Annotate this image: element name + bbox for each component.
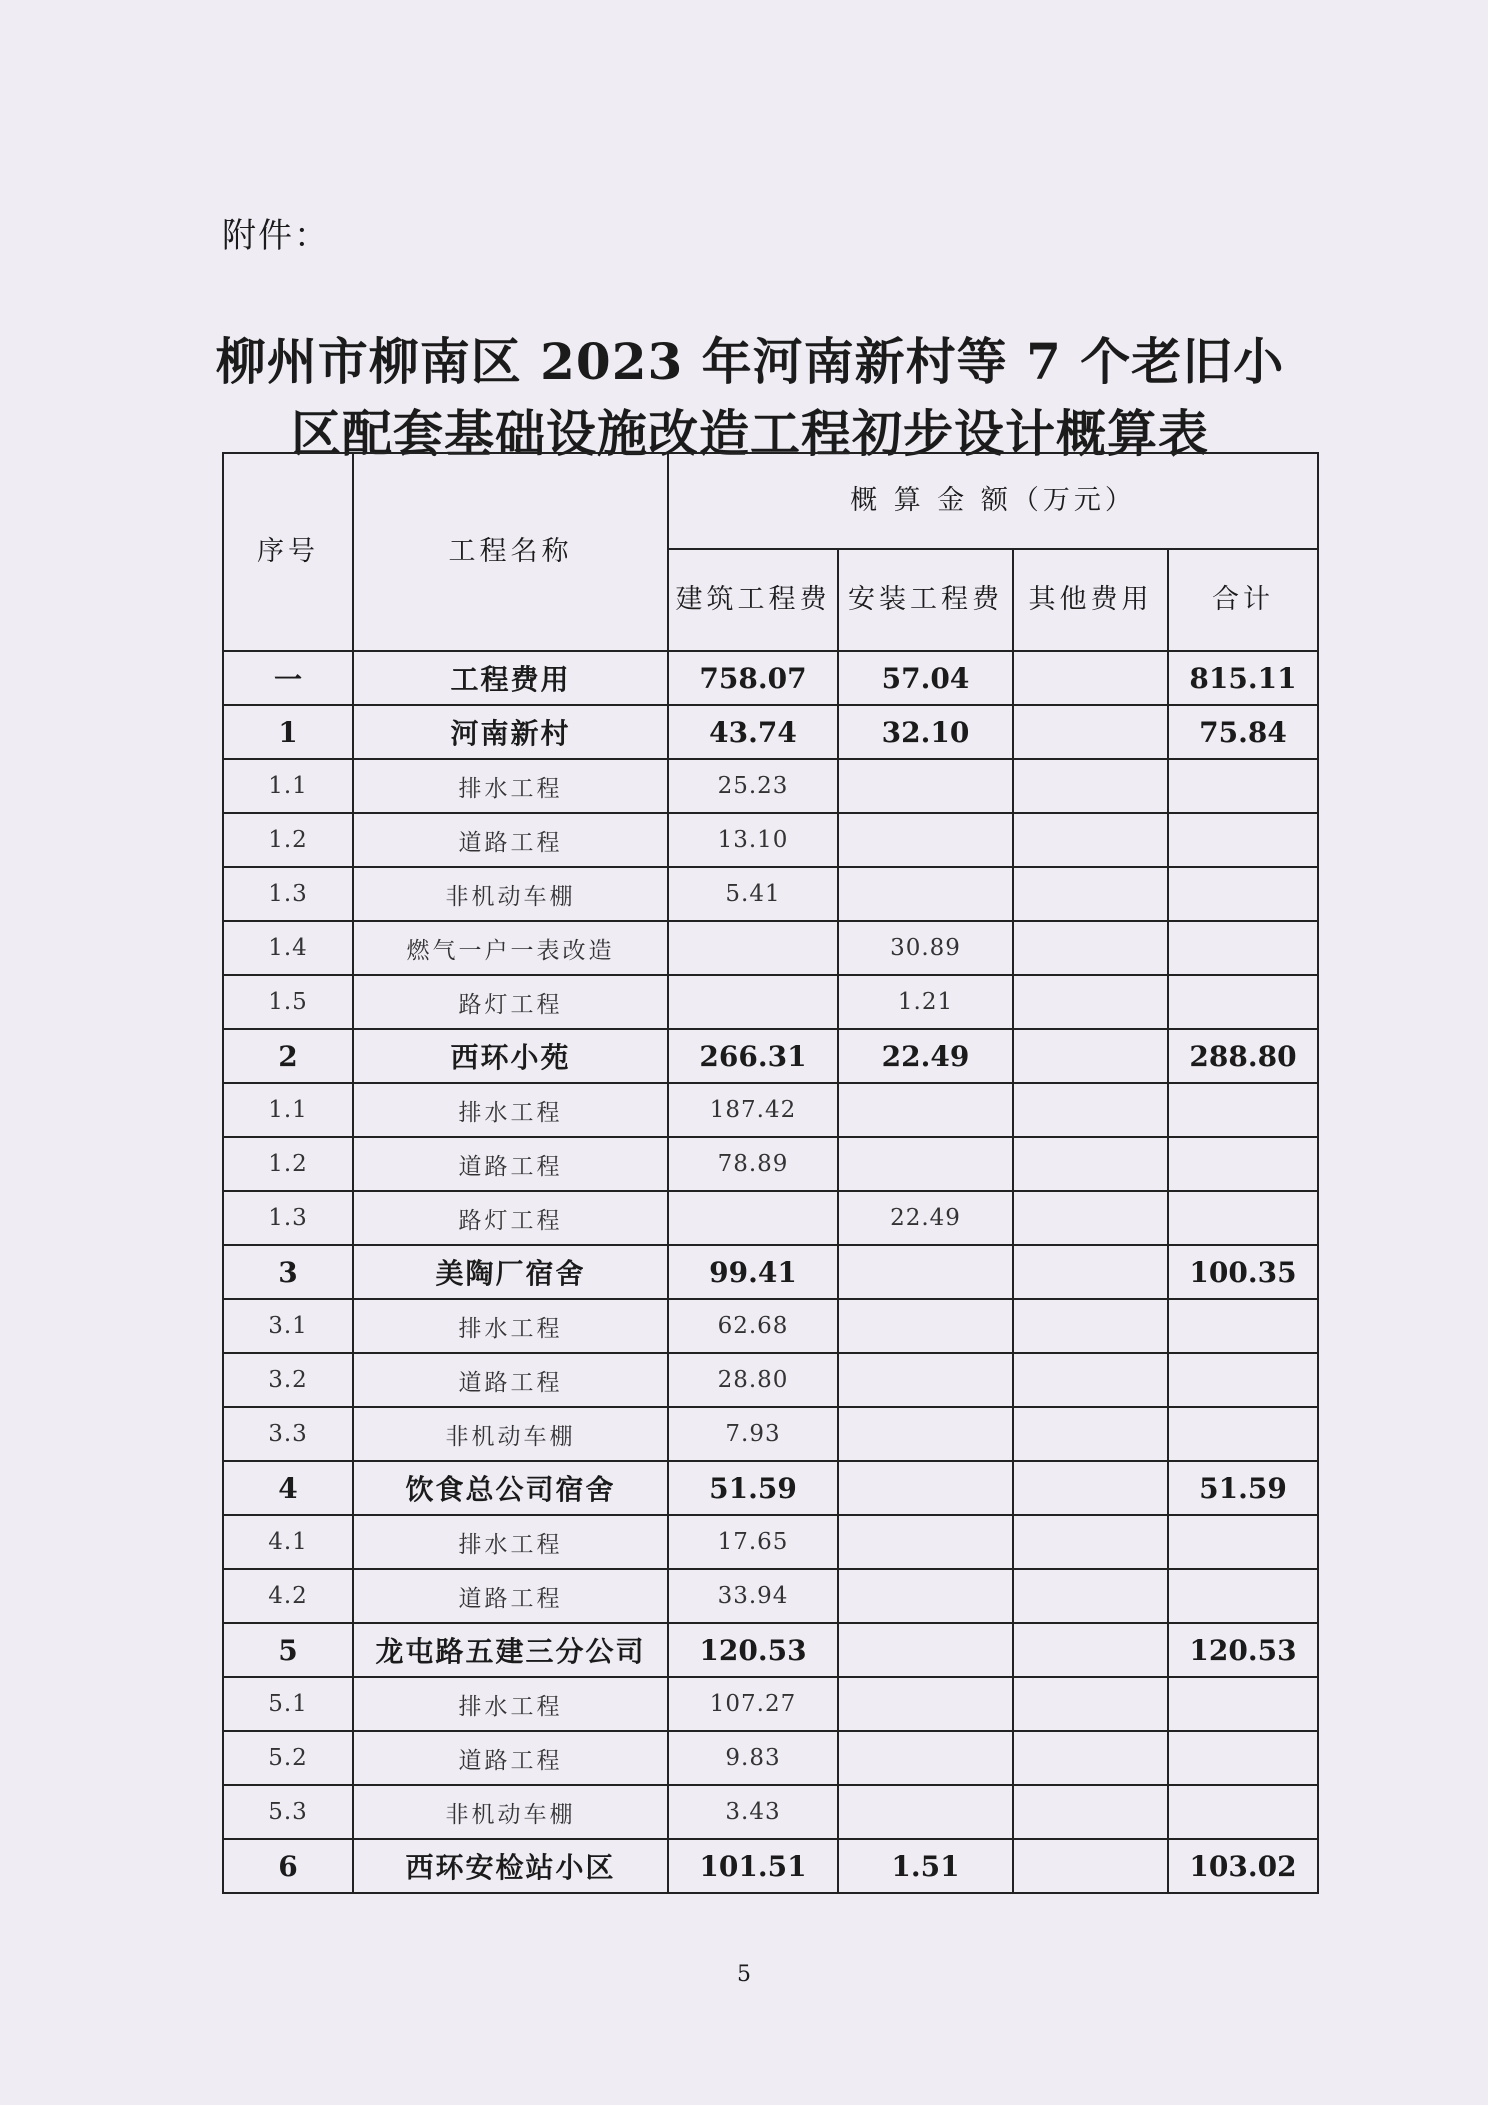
attachment-label: 附件： xyxy=(222,216,330,256)
table-row xyxy=(223,1245,1318,1299)
cell-other xyxy=(1013,1839,1168,1893)
table-row xyxy=(223,867,1318,921)
cell-installation xyxy=(838,1785,1013,1839)
cell-other xyxy=(1013,1569,1168,1623)
cell-other xyxy=(1013,1461,1168,1515)
cell-installation xyxy=(838,1083,1013,1137)
cell-total xyxy=(1168,813,1318,867)
cell-construction: 51.59 xyxy=(668,1461,838,1515)
cell-seq: 5.1 xyxy=(223,1677,353,1731)
header-amount-group: 概 算 金 额（万元） xyxy=(668,453,1318,549)
table-row xyxy=(223,651,1318,705)
cell-name: 美陶厂宿舍 xyxy=(353,1245,668,1299)
table-row xyxy=(223,759,1318,813)
table-row xyxy=(223,1731,1318,1785)
cell-seq: 1.3 xyxy=(223,867,353,921)
cell-total: 288.80 xyxy=(1168,1029,1318,1083)
cell-construction: 43.74 xyxy=(668,705,838,759)
cell-construction xyxy=(668,1191,838,1245)
page-number: 5 xyxy=(737,1962,751,1987)
cell-seq: 1.2 xyxy=(223,813,353,867)
cell-name: 道路工程 xyxy=(353,1569,668,1623)
cell-total xyxy=(1168,1137,1318,1191)
table-row xyxy=(223,975,1318,1029)
cell-seq: 一 xyxy=(223,651,353,705)
cell-construction xyxy=(668,921,838,975)
cell-name: 西环小苑 xyxy=(353,1029,668,1083)
cell-seq: 5.3 xyxy=(223,1785,353,1839)
cell-installation xyxy=(838,1353,1013,1407)
cell-seq: 1.3 xyxy=(223,1191,353,1245)
header-seq: 序号 xyxy=(223,453,353,651)
table-row xyxy=(223,1785,1318,1839)
cell-construction: 28.80 xyxy=(668,1353,838,1407)
cell-name: 非机动车棚 xyxy=(353,867,668,921)
cell-seq: 3.2 xyxy=(223,1353,353,1407)
cell-total xyxy=(1168,1569,1318,1623)
cell-total: 103.02 xyxy=(1168,1839,1318,1893)
cell-seq: 1 xyxy=(223,705,353,759)
cell-seq: 3.1 xyxy=(223,1299,353,1353)
cell-other xyxy=(1013,759,1168,813)
cell-total xyxy=(1168,1353,1318,1407)
cell-construction: 107.27 xyxy=(668,1677,838,1731)
cell-construction: 266.31 xyxy=(668,1029,838,1083)
table-row xyxy=(223,1083,1318,1137)
cell-total: 51.59 xyxy=(1168,1461,1318,1515)
cell-seq: 5.2 xyxy=(223,1731,353,1785)
cell-name: 道路工程 xyxy=(353,1353,668,1407)
cell-other xyxy=(1013,813,1168,867)
cell-name: 路灯工程 xyxy=(353,1191,668,1245)
cell-name: 排水工程 xyxy=(353,1677,668,1731)
cell-other xyxy=(1013,1785,1168,1839)
cell-installation: 22.49 xyxy=(838,1029,1013,1083)
cell-installation: 32.10 xyxy=(838,705,1013,759)
cell-other xyxy=(1013,1731,1168,1785)
cell-total xyxy=(1168,975,1318,1029)
cell-installation xyxy=(838,1299,1013,1353)
header-construction: 建筑工程费 xyxy=(668,549,838,651)
cell-name: 西环安检站小区 xyxy=(353,1839,668,1893)
cell-total xyxy=(1168,867,1318,921)
cell-total: 75.84 xyxy=(1168,705,1318,759)
cell-installation xyxy=(838,1623,1013,1677)
table-row xyxy=(223,705,1318,759)
cell-seq: 3.3 xyxy=(223,1407,353,1461)
table-row xyxy=(223,1515,1318,1569)
cell-other xyxy=(1013,1407,1168,1461)
cell-total xyxy=(1168,1191,1318,1245)
table-row xyxy=(223,1569,1318,1623)
cell-name: 排水工程 xyxy=(353,1515,668,1569)
cell-name: 非机动车棚 xyxy=(353,1785,668,1839)
cell-total: 100.35 xyxy=(1168,1245,1318,1299)
cell-total xyxy=(1168,1677,1318,1731)
cell-seq: 5 xyxy=(223,1623,353,1677)
cell-total xyxy=(1168,1515,1318,1569)
document-title xyxy=(200,326,1300,470)
cell-construction: 78.89 xyxy=(668,1137,838,1191)
cell-installation xyxy=(838,1407,1013,1461)
header-total: 合计 xyxy=(1168,549,1318,651)
cell-construction: 7.93 xyxy=(668,1407,838,1461)
table-row xyxy=(223,1029,1318,1083)
cell-installation xyxy=(838,1677,1013,1731)
cell-name: 路灯工程 xyxy=(353,975,668,1029)
cell-total xyxy=(1168,1785,1318,1839)
cell-installation xyxy=(838,813,1013,867)
cell-other xyxy=(1013,921,1168,975)
cell-seq: 1.4 xyxy=(223,921,353,975)
cell-total xyxy=(1168,1731,1318,1785)
cell-total xyxy=(1168,759,1318,813)
cell-construction: 33.94 xyxy=(668,1569,838,1623)
header-name: 工程名称 xyxy=(353,453,668,651)
cell-construction: 17.65 xyxy=(668,1515,838,1569)
table-row xyxy=(223,1299,1318,1353)
cell-installation: 57.04 xyxy=(838,651,1013,705)
cell-seq: 4.1 xyxy=(223,1515,353,1569)
title-line-2: 区配套基础设施改造工程初步设计概算表 xyxy=(291,404,1209,463)
cell-total: 120.53 xyxy=(1168,1623,1318,1677)
table-row xyxy=(223,1137,1318,1191)
cell-other xyxy=(1013,1083,1168,1137)
cell-seq: 1.5 xyxy=(223,975,353,1029)
cell-other xyxy=(1013,1677,1168,1731)
cell-installation xyxy=(838,1245,1013,1299)
cell-construction: 62.68 xyxy=(668,1299,838,1353)
cell-other xyxy=(1013,1191,1168,1245)
budget-table-container xyxy=(222,452,1319,1894)
cell-installation xyxy=(838,867,1013,921)
title-line-1: 柳州市柳南区 2023 年河南新村等 7 个老旧小 xyxy=(215,332,1285,391)
cell-name: 工程费用 xyxy=(353,651,668,705)
cell-construction: 5.41 xyxy=(668,867,838,921)
cell-name: 道路工程 xyxy=(353,1137,668,1191)
cell-other xyxy=(1013,1299,1168,1353)
cell-installation: 22.49 xyxy=(838,1191,1013,1245)
cell-total: 815.11 xyxy=(1168,651,1318,705)
cell-installation xyxy=(838,1137,1013,1191)
cell-total xyxy=(1168,1407,1318,1461)
cell-construction: 758.07 xyxy=(668,651,838,705)
budget-table xyxy=(222,452,1319,1894)
table-row xyxy=(223,1191,1318,1245)
cell-installation xyxy=(838,1569,1013,1623)
cell-seq: 1.1 xyxy=(223,1083,353,1137)
cell-seq: 3 xyxy=(223,1245,353,1299)
cell-construction: 187.42 xyxy=(668,1083,838,1137)
cell-installation: 30.89 xyxy=(838,921,1013,975)
cell-seq: 6 xyxy=(223,1839,353,1893)
cell-seq: 4 xyxy=(223,1461,353,1515)
table-row xyxy=(223,813,1318,867)
cell-name: 非机动车棚 xyxy=(353,1407,668,1461)
cell-name: 饮食总公司宿舍 xyxy=(353,1461,668,1515)
table-row xyxy=(223,1623,1318,1677)
cell-other xyxy=(1013,705,1168,759)
cell-construction: 25.23 xyxy=(668,759,838,813)
cell-seq: 4.2 xyxy=(223,1569,353,1623)
cell-seq: 1.2 xyxy=(223,1137,353,1191)
table-row xyxy=(223,1677,1318,1731)
cell-other xyxy=(1013,1623,1168,1677)
cell-other xyxy=(1013,1353,1168,1407)
cell-construction: 13.10 xyxy=(668,813,838,867)
table-row xyxy=(223,1407,1318,1461)
cell-construction: 3.43 xyxy=(668,1785,838,1839)
cell-name: 排水工程 xyxy=(353,1083,668,1137)
cell-construction: 101.51 xyxy=(668,1839,838,1893)
cell-name: 道路工程 xyxy=(353,813,668,867)
cell-installation xyxy=(838,1515,1013,1569)
cell-total xyxy=(1168,1083,1318,1137)
cell-construction: 99.41 xyxy=(668,1245,838,1299)
cell-other xyxy=(1013,975,1168,1029)
cell-name: 道路工程 xyxy=(353,1731,668,1785)
cell-name: 河南新村 xyxy=(353,705,668,759)
table-row xyxy=(223,921,1318,975)
cell-installation: 1.21 xyxy=(838,975,1013,1029)
cell-other xyxy=(1013,651,1168,705)
cell-other xyxy=(1013,1245,1168,1299)
cell-other xyxy=(1013,1515,1168,1569)
cell-installation xyxy=(838,1461,1013,1515)
cell-other xyxy=(1013,867,1168,921)
cell-total xyxy=(1168,1299,1318,1353)
table-row xyxy=(223,1839,1318,1893)
cell-seq: 2 xyxy=(223,1029,353,1083)
header-installation: 安装工程费 xyxy=(838,549,1013,651)
table-body xyxy=(223,651,1318,1893)
cell-other xyxy=(1013,1137,1168,1191)
cell-construction: 9.83 xyxy=(668,1731,838,1785)
cell-other xyxy=(1013,1029,1168,1083)
cell-seq: 1.1 xyxy=(223,759,353,813)
cell-installation xyxy=(838,1731,1013,1785)
cell-construction: 120.53 xyxy=(668,1623,838,1677)
table-row xyxy=(223,1353,1318,1407)
header-other: 其他费用 xyxy=(1013,549,1168,651)
cell-installation: 1.51 xyxy=(838,1839,1013,1893)
cell-name: 燃气一户一表改造 xyxy=(353,921,668,975)
cell-name: 龙屯路五建三分公司 xyxy=(353,1623,668,1677)
table-row xyxy=(223,1461,1318,1515)
cell-total xyxy=(1168,921,1318,975)
cell-installation xyxy=(838,759,1013,813)
cell-name: 排水工程 xyxy=(353,759,668,813)
cell-construction xyxy=(668,975,838,1029)
cell-name: 排水工程 xyxy=(353,1299,668,1353)
